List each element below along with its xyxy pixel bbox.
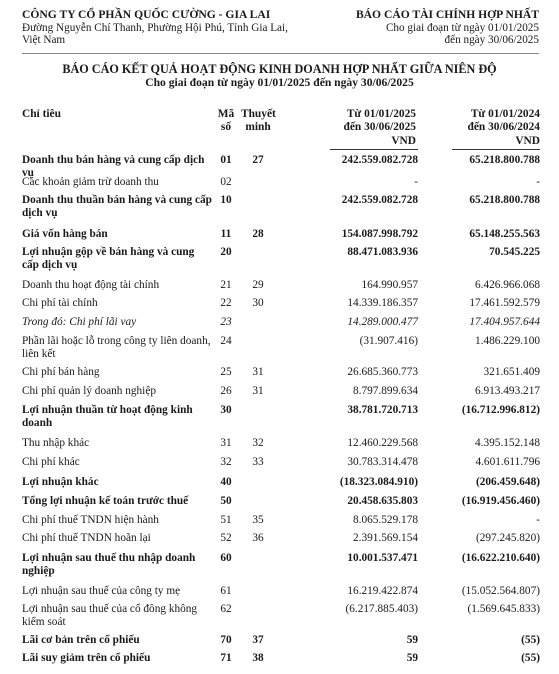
column-header-previous-line1: Từ 01/01/2024: [470, 108, 540, 120]
period-line2: đến ngày 30/06/2025: [444, 34, 539, 47]
row-current-value: 10.001.537.471: [347, 552, 418, 564]
row-previous-value: 4.601.611.796: [475, 456, 540, 468]
row-note: 29: [252, 279, 264, 291]
row-code: 60: [220, 552, 232, 564]
row-item-name: Phần lãi hoặc lỗ trong công ty liên doanh, liên kết: [22, 335, 211, 360]
row-current-value: 59: [406, 634, 418, 646]
row-code: 50: [220, 495, 232, 507]
company-name: CÔNG TY CỔ PHẦN QUỐC CƯỜNG - GIA LAI: [22, 8, 271, 21]
row-previous-value: 70.545.225: [489, 246, 540, 258]
row-item-name: Lợi nhuận sau thuế của cổ đông không kiểm soát: [22, 603, 198, 628]
row-note: 36: [252, 532, 264, 544]
row-code: 31: [220, 437, 232, 449]
row-code: 23: [220, 316, 232, 328]
row-current-value: (18.323.084.910): [339, 476, 418, 488]
company-address-line1: Đường Nguyễn Chí Thanh, Phường Hội Phú, Tỉnh Gia Lai,: [22, 21, 288, 34]
row-current-value: 154.087.998.792: [341, 228, 418, 240]
row-item-name: Doanh thu thuần bán hàng và cung cấp dịch vụ: [22, 194, 212, 219]
row-code: 70: [220, 634, 232, 646]
row-code: 30: [220, 404, 232, 416]
row-code: 71: [220, 652, 232, 664]
row-previous-value: (16.712.996.812): [461, 404, 540, 416]
column-header-code-line1: Mã: [217, 108, 235, 120]
row-code: 24: [220, 335, 232, 347]
row-code: 26: [220, 385, 232, 397]
row-current-value: 16.219.422.874: [347, 585, 418, 597]
row-item-name: Lãi suy giảm trên cổ phiếu: [22, 652, 151, 664]
row-code: 40: [220, 476, 232, 488]
row-note: 31: [252, 385, 264, 397]
row-current-value: 242.559.082.728: [341, 154, 418, 166]
row-current-value: 26.685.360.773: [347, 366, 418, 378]
row-previous-value: (15.052.564.807): [461, 585, 540, 597]
column-header-note-line2: minh: [245, 121, 271, 134]
row-code: 52: [220, 532, 232, 544]
column-header-current-line2: đến 30/06/2025: [343, 121, 416, 134]
row-note: 28: [252, 228, 264, 240]
row-current-value: 30.783.314.478: [347, 456, 418, 468]
row-item-name: Thu nhập khác: [22, 437, 90, 449]
column-header-current-line1: Từ 01/01/2025: [346, 108, 416, 120]
column-header-current-unit: VND: [391, 134, 416, 147]
row-previous-value: 17.461.592.579: [469, 297, 540, 309]
row-previous-value: 65.148.255.563: [469, 228, 540, 240]
row-current-value: 88.471.083.936: [347, 246, 418, 258]
row-item-name: Chi phí thuế TNDN hoãn lại: [22, 532, 151, 544]
row-current-value: 14.339.186.357: [347, 297, 418, 309]
row-note: 30: [252, 297, 264, 309]
row-item-name: Tổng lợi nhuận kế toán trước thuế: [22, 495, 189, 507]
row-current-value: 164.990.957: [361, 279, 418, 291]
company-address-line2: Việt Nam: [22, 34, 66, 47]
row-current-value: (31.907.416): [359, 335, 418, 347]
row-current-value: 8.065.529.178: [353, 514, 418, 526]
row-note: 37: [252, 634, 264, 646]
row-previous-value: (55): [521, 634, 540, 646]
row-note: 31: [252, 366, 264, 378]
column-header-previous-unit: VND: [515, 134, 540, 147]
row-item-name: Lãi cơ bản trên cổ phiếu: [22, 634, 140, 646]
row-code: 10: [220, 194, 232, 206]
row-current-value: 20.458.635.803: [347, 495, 418, 507]
row-item-name: Lợi nhuận khác: [22, 476, 99, 488]
row-previous-value: (16.919.456.460): [461, 495, 540, 507]
row-previous-value: 65.218.800.788: [469, 154, 540, 166]
row-code: 51: [220, 514, 232, 526]
row-previous-value: 17.404.957.644: [469, 316, 540, 328]
document-title: BÁO CÁO TÀI CHÍNH HỢP NHẤT: [355, 8, 539, 21]
row-code: 11: [220, 228, 232, 240]
row-current-value: 59: [406, 652, 418, 664]
column-header-code-line2: số: [220, 121, 232, 134]
row-note: 35: [252, 514, 264, 526]
row-previous-value: (55): [521, 652, 540, 664]
row-item-name: Chi phí tài chính: [22, 297, 98, 309]
row-current-value: 242.559.082.728: [341, 194, 418, 206]
row-code: 01: [220, 154, 232, 166]
row-item-name: Doanh thu hoạt động tài chính: [22, 279, 160, 291]
report-title: BÁO CÁO KẾT QUẢ HOẠT ĐỘNG KINH DOANH HỢP NHẤT GIỮA NIÊN ĐỘ: [62, 62, 497, 76]
row-note: 38: [252, 652, 264, 664]
column-header-note-line1: Thuyết: [241, 108, 276, 120]
column-header-previous-line2: đến 30/06/2024: [467, 121, 540, 134]
row-item-name: Chi phí thuế TNDN hiện hành: [22, 514, 159, 526]
row-current-value: -: [414, 176, 418, 188]
row-item-name: Lợi nhuận thuần từ hoạt động kinh doanh: [22, 404, 193, 429]
row-previous-value: 321.651.409: [483, 366, 540, 378]
row-code: 32: [220, 456, 232, 468]
row-note: 27: [252, 154, 264, 166]
row-current-value: 2.391.569.154: [353, 532, 418, 544]
row-item-name: Các khoản giảm trừ doanh thu: [22, 176, 159, 188]
row-previous-value: -: [536, 176, 540, 188]
row-current-value: 12.460.229.568: [347, 437, 418, 449]
row-code: 02: [220, 176, 232, 188]
row-current-value: (6.217.885.403): [345, 603, 418, 615]
row-note: 33: [252, 456, 264, 468]
row-note: 32: [252, 437, 264, 449]
row-item-name: Lợi nhuận sau thuế của công ty mẹ: [22, 585, 181, 597]
row-item-name: Trong đó: Chi phí lãi vay: [22, 316, 137, 328]
row-current-value: 38.781.720.713: [347, 404, 418, 416]
row-previous-value: (1.569.645.833): [467, 603, 540, 615]
row-previous-value: (16.622.210.640): [461, 552, 540, 564]
row-current-value: 14.289.000.477: [347, 316, 418, 328]
row-code: 22: [220, 297, 232, 309]
row-item-name: Chi phí quản lý doanh nghiệp: [22, 385, 156, 397]
row-current-value: 8.797.899.634: [353, 385, 418, 397]
row-code: 21: [220, 279, 232, 291]
report-subtitle: Cho giai đoạn từ ngày 01/01/2025 đến ngày 30/06/2025: [145, 76, 414, 89]
row-code: 61: [220, 585, 232, 597]
row-previous-value: 1.486.229.100: [475, 335, 540, 347]
row-item-name: Lợi nhuận sau thuế thu nhập doanh nghiệp: [22, 552, 196, 577]
row-item-name: Doanh thu bán hàng và cung cấp dịch vụ: [22, 154, 205, 179]
row-item-name: Lợi nhuận gộp về bán hàng và cung cấp dịch vụ: [22, 246, 195, 271]
row-previous-value: 4.395.152.148: [475, 437, 540, 449]
row-previous-value: 6.426.966.068: [475, 279, 540, 291]
column-header-item: Chỉ tiêu: [22, 108, 61, 120]
row-item-name: Giá vốn hàng bán: [22, 228, 108, 240]
row-item-name: Chi phí khác: [22, 456, 80, 468]
row-code: 62: [220, 603, 232, 615]
row-previous-value: 6.913.493.217: [475, 385, 540, 397]
row-code: 25: [220, 366, 232, 378]
row-previous-value: -: [536, 514, 540, 526]
row-previous-value: 65.218.800.788: [469, 194, 540, 206]
row-previous-value: (297.245.820): [475, 532, 540, 544]
row-item-name: Chi phí bán hàng: [22, 366, 100, 378]
row-code: 20: [220, 246, 232, 258]
period-line1: Cho giai đoạn từ ngày 01/01/2025: [385, 21, 539, 34]
row-previous-value: (206.459.648): [475, 476, 540, 488]
